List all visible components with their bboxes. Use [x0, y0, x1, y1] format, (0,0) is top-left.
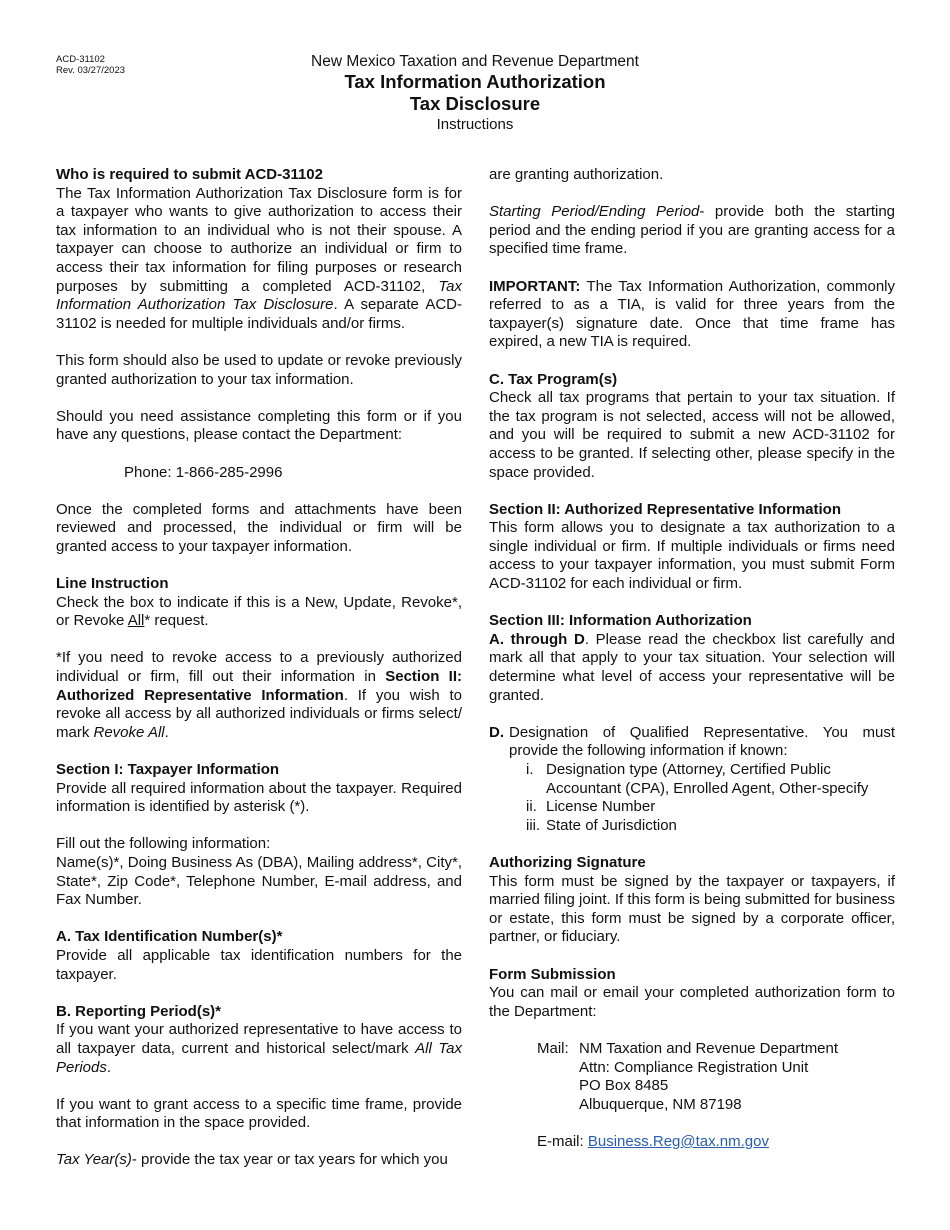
email-row [537, 1133, 895, 1152]
mail-lines [579, 1040, 838, 1114]
form-code: ACD-31102 [56, 54, 105, 65]
who-p1-text: The Tax Information Authorization Tax Disclosure form is for a taxpayer who wants to give authorization to access their tax information to an individual who is not their spouse. A taxpayer can choose to authorize an individual or firm to access their tax information for filing purposes or research purposes by submitting a completed ACD-31102, [56, 184, 462, 295]
b-p1-text-end: . [106, 1058, 112, 1076]
mail-line: Attn: Compliance Registration Unit [579, 1058, 809, 1076]
section-2-paragraph: This form allows you to designate a tax authorization to a single individual or firm. If multiple individuals or firms need access to your taxpayer information, you must submit Form ACD-31102 for each individual or firm. [489, 519, 895, 593]
page-title: Tax Information Authorization [344, 71, 606, 92]
who-p1-text-end: . A separate ACD-31102 is needed for multiple individuals and/or firms. [56, 296, 463, 332]
list-item-text: Designation type (Attorney, Certified Public Accountant (CPA), Enrolled Agent, Other-specify [546, 761, 869, 797]
section-a-paragraph: Provide all applicable tax identification numbers for the taxpayer. [56, 946, 462, 983]
important-paragraph [489, 278, 895, 352]
section-d-sublist [526, 761, 895, 835]
section-3-text: . Please read the checkbox list carefully and mark all that apply to your tax situation. Your selection will determine what level of access your representative will be granted. [489, 630, 895, 704]
line-p2-text-mid: . If you wish to revoke all access by all authorized individuals or firms select/ mark [56, 686, 462, 741]
period-label: Starting Period/Ending Period [489, 203, 700, 221]
section-3-range-label: A. through D [489, 630, 585, 648]
b-p3-text: - provide the tax year or tax years for which you [131, 1151, 448, 1169]
right-column [489, 166, 895, 1151]
section-1-fill-intro: Fill out the following information: [56, 835, 271, 853]
line-paragraph-1 [56, 594, 462, 631]
section-b-paragraph-3 [56, 1151, 462, 1170]
b-p1-all-tax-periods: All Tax Periods [56, 1039, 462, 1076]
section-d-label: D. [489, 723, 504, 741]
left-column [56, 166, 462, 1189]
period-text: - provide both the starting period and the ending period if you are granting access for a specified time frame. [489, 203, 895, 258]
who-paragraph-3: Should you need assistance completing this form or if you have any questions, please contact the Department: [56, 407, 462, 444]
section-1-heading: Section I: Taxpayer Information [56, 761, 280, 778]
who-paragraph-1 [56, 185, 462, 334]
agency-name: New Mexico Taxation and Revenue Department [311, 53, 639, 70]
list-item-text: License Number [546, 798, 656, 816]
line-paragraph-2 [56, 649, 462, 742]
line-instruction-heading: Line Instruction [56, 575, 169, 593]
mail-line: NM Taxation and Revenue Department [579, 1039, 839, 1057]
signature-paragraph: This form must be signed by the taxpayer or taxpayers, if married filing joint. If this form is being submitted for business or estate, this form must be signed by a corporate officer, partner, or fiduciary. [489, 872, 896, 946]
section-b-heading: B. Reporting Period(s)* [56, 1002, 222, 1020]
mail-label: Mail: [537, 1039, 569, 1057]
line-p2-revoke-all: Revoke All [93, 723, 165, 741]
section-3-paragraph [489, 631, 895, 705]
line-p1-text-end: * request. [144, 612, 209, 630]
who-p1-form-title: Tax Information Authorization Tax Disclosure [56, 277, 462, 314]
list-item-number: iii. [526, 816, 541, 834]
who-paragraph-4: Once the completed forms and attachments have been reviewed and processed, the individual or firm will be granted access to your taxpayer information. [56, 500, 462, 555]
period-paragraph [489, 203, 895, 259]
email-link[interactable]: Business.Reg@tax.nm.gov [587, 1132, 769, 1150]
section-1-paragraph-2 [56, 835, 462, 909]
line-p1-underlined: All [127, 612, 145, 630]
b-p3-tax-years: Tax Year(s) [56, 1151, 132, 1169]
section-1-paragraph-1: Provide all required information about the taxpayer. Required information is identified by asterisk (*). [56, 779, 462, 816]
mail-line: Albuquerque, NM 87198 [579, 1095, 742, 1113]
submission-paragraph: You can mail or email your completed authorization form to the Department: [489, 984, 895, 1020]
section-b-paragraph-1 [56, 1021, 462, 1077]
line-p2-text-end: . [164, 723, 169, 741]
who-heading: Who is required to submit ACD-31102 [56, 166, 323, 183]
submission-heading: Form Submission [489, 965, 616, 983]
important-label: IMPORTANT: [489, 277, 581, 295]
b-p1-text: If you want your authorized representative to have access to all taxpayer data, current and historical select/mark [56, 1021, 462, 1057]
line-p2-text: *If you need to revoke access to a previously authorized individual or firm, fill out their information in [56, 649, 462, 686]
section-3-heading: Section III: Information Authorization [489, 612, 752, 630]
mailing-address [537, 1040, 895, 1114]
page-title-line2: Tax Disclosure [409, 93, 541, 114]
section-d-text: Designation of Qualified Representative. You must provide the following information if known: [509, 723, 895, 760]
phone-number: Phone: 1-866-285-2996 [124, 463, 283, 481]
list-item [526, 761, 895, 798]
signature-heading: Authorizing Signature [489, 853, 646, 871]
section-1-fields-list: Name(s)*, Doing Business As (DBA), Mailing address*, City*, State*, Zip Code*, Telephone Number, E-mail address, and Fax Number. [56, 853, 462, 909]
document-header [0, 52, 950, 134]
mail-line: PO Box 8485 [579, 1077, 669, 1095]
page-subtitle: Instructions [436, 116, 514, 133]
section-2-heading: Section II: Authorized Representative Information [489, 500, 841, 518]
section-a-heading: A. Tax Identification Number(s)* [56, 928, 283, 946]
list-item-number: i. [526, 761, 534, 778]
line-p1-text: Check the box to indicate if this is a New, Update, Revoke*, or Revoke [56, 593, 462, 630]
section-b-paragraph-3-continued: are granting authorization. [489, 166, 664, 183]
section-d-item [489, 724, 895, 761]
important-text: The Tax Information Authorization, commonly referred to as a TIA, is valid for three years from the taxpayer(s) signature date. Once that time frame has expired, a new TIA is required. [489, 277, 895, 351]
section-c-paragraph: Check all tax programs that pertain to your tax situation. If the tax program is not selected, access will not be allowed, and you will be required to submit a new ACD-31102 for access to be granted. If selecting other, please specify in the space provided. [489, 389, 895, 481]
list-item [526, 798, 895, 817]
form-revision: Rev. 03/27/2023 [56, 65, 126, 76]
section-c-heading: C. Tax Program(s) [489, 370, 618, 388]
who-paragraph-2: This form should also be used to update or revoke previously granted authorization to your tax information. [56, 351, 462, 388]
list-item-number: ii. [526, 798, 537, 816]
list-item [526, 817, 895, 836]
line-p2-section-ref: Section II: Authorized Representative Information [56, 668, 462, 704]
list-item-text: State of Jurisdiction [546, 816, 677, 834]
section-b-paragraph-2: If you want to grant access to a specific time frame, provide that information in the space provided. [56, 1095, 462, 1132]
email-label: E-mail: [537, 1132, 588, 1150]
